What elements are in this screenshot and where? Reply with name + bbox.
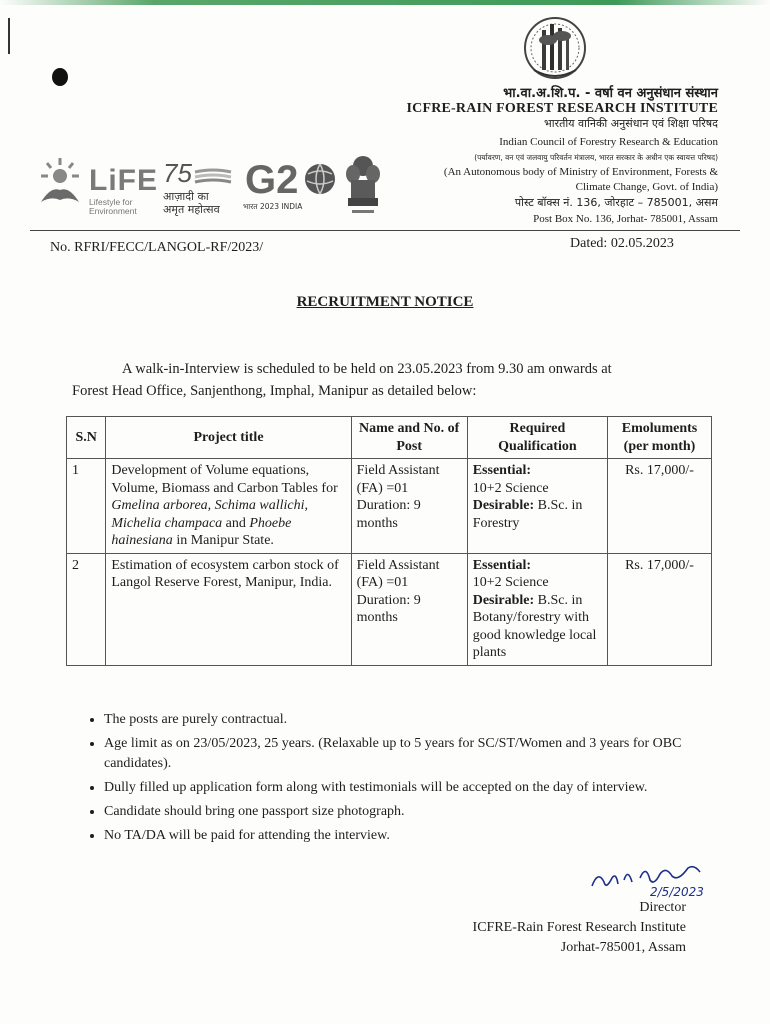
list-item: • Candidate should bring one passport size photograph. [104,802,734,822]
campaign-logos [35,152,375,222]
cell-project-title: Estimation of ecosystem carbon stock of Langol Reserve Forest, Manipur, India. [106,553,351,665]
life-logo-text: LiFE [89,164,158,197]
institute-header [398,86,718,227]
azadi-flag-icon [193,168,233,186]
signature-date: 2/5/2023 [650,885,704,899]
col-header-post: Name and No. of Post [351,417,467,459]
address-hindi: पोस्ट बॉक्स नं. 136, जोरहाट – 785001, असम [514,196,718,209]
cell-project-title: Development of Volume equations, Volume, Biomass and Carbon Tables for Gmelina arborea, Schima wallichi, Michelia champaca and Phoebe hainesiana in Manipur State. [106,459,351,554]
intro-line-1: A walk-in-Interview is scheduled to be held on 23.05.2023 from 9.30 am onwards at [122,361,612,377]
g20-globe-icon [303,162,337,196]
list-item: • The posts are purely contractual. [104,710,734,730]
col-header-emoluments: Emoluments (per month) [608,417,712,459]
margin-mark [8,18,10,54]
punch-hole-mark [52,68,68,86]
g20-logo-text: G2 [245,158,299,202]
autonomous-body-english-1: (An Autonomous body of Ministry of Environment, Forests & [443,166,718,178]
signatory-city: Jorhat-785001, Assam [560,940,686,955]
autonomous-body-english-2: Climate Change, Govt. of India) [575,181,718,193]
cell-qualification: Essential: 10+2 Science Desirable: B.Sc. in Botany/forestry with good knowledge local plants [467,553,607,665]
national-emblem-icon [343,152,383,222]
g20-logo-subtitle: भारत 2023 INDIA [243,202,303,211]
signatory-block [420,898,686,958]
council-name-hindi: भारतीय वानिकी अनुसंधान एवं शिक्षा परिषद [543,117,718,130]
list-item: • No TA/DA will be paid for attending the interview. [104,826,734,846]
autonomous-body-hindi: (पर्यावरण, वन एवं जलवायु परिवर्तन मंत्रालय, भारत सरकार के अधीन एक स्वायत्त परिषद) [474,153,718,162]
cell-post: Field Assistant (FA) =01 Duration: 9 months [351,459,467,554]
col-header-project-title: Project title [106,417,351,459]
cell-qualification: Essential: 10+2 Science Desirable: B.Sc. in Forestry [467,459,607,554]
azadi-logo-text: आज़ादी का अमृत महोत्सव [163,190,220,216]
cell-emoluments: Rs. 17,000/- [608,459,712,554]
top-color-rule [0,0,770,5]
rfri-emblem-icon [520,10,590,90]
notice-date: Dated: 02.05.2023 [570,236,674,251]
institute-name-english: ICFRE-RAIN FOREST RESEARCH INSTITUTE [406,101,718,116]
director-signature [588,860,728,900]
institute-name-hindi: भा.वा.अ.शि.प. - वर्षा वन अनुसंधान संस्थान [503,86,718,101]
col-header-sn: S.N [67,417,106,459]
table-row [67,459,712,554]
list-item: • Dully filled up application form along with testimonials will be accepted on the day of interview. [104,778,734,798]
cell-post: Field Assistant (FA) =01 Duration: 9 months [351,553,467,665]
col-header-qualification: Required Qualification [467,417,607,459]
terms-list [70,710,734,850]
cell-emoluments: Rs. 17,000/- [608,553,712,665]
notice-title: RECRUITMENT NOTICE [296,294,474,310]
signatory-designation: Director [639,900,686,915]
life-mission-icon [35,156,85,212]
signatory-institute: ICFRE-Rain Forest Research Institute [472,920,686,935]
header-divider [30,230,740,231]
table-header-row [67,417,712,459]
council-name-english: Indian Council of Forestry Research & Education [499,136,718,148]
azadi-logo-number: 75 [163,158,192,188]
address-english: Post Box No. 136, Jorhat- 785001, Assam [533,213,718,225]
intro-line-2: Forest Head Office, Sanjenthong, Imphal, Manipur as detailed below: [72,383,477,399]
reference-number: No. RFRI/FECC/LANGOL-RF/2023/ [50,240,264,255]
cell-sn: 1 [67,459,106,554]
intro-paragraph [72,358,692,402]
life-logo-subtitle: Lifestyle for Environment [89,197,137,216]
table-row [67,553,712,665]
recruitment-table [66,416,712,666]
list-item: • Age limit as on 23/05/2023, 25 years. (Relaxable up to 5 years for SC/ST/Women and 3 years for OBC candidates). [104,734,734,774]
cell-sn: 2 [67,553,106,665]
